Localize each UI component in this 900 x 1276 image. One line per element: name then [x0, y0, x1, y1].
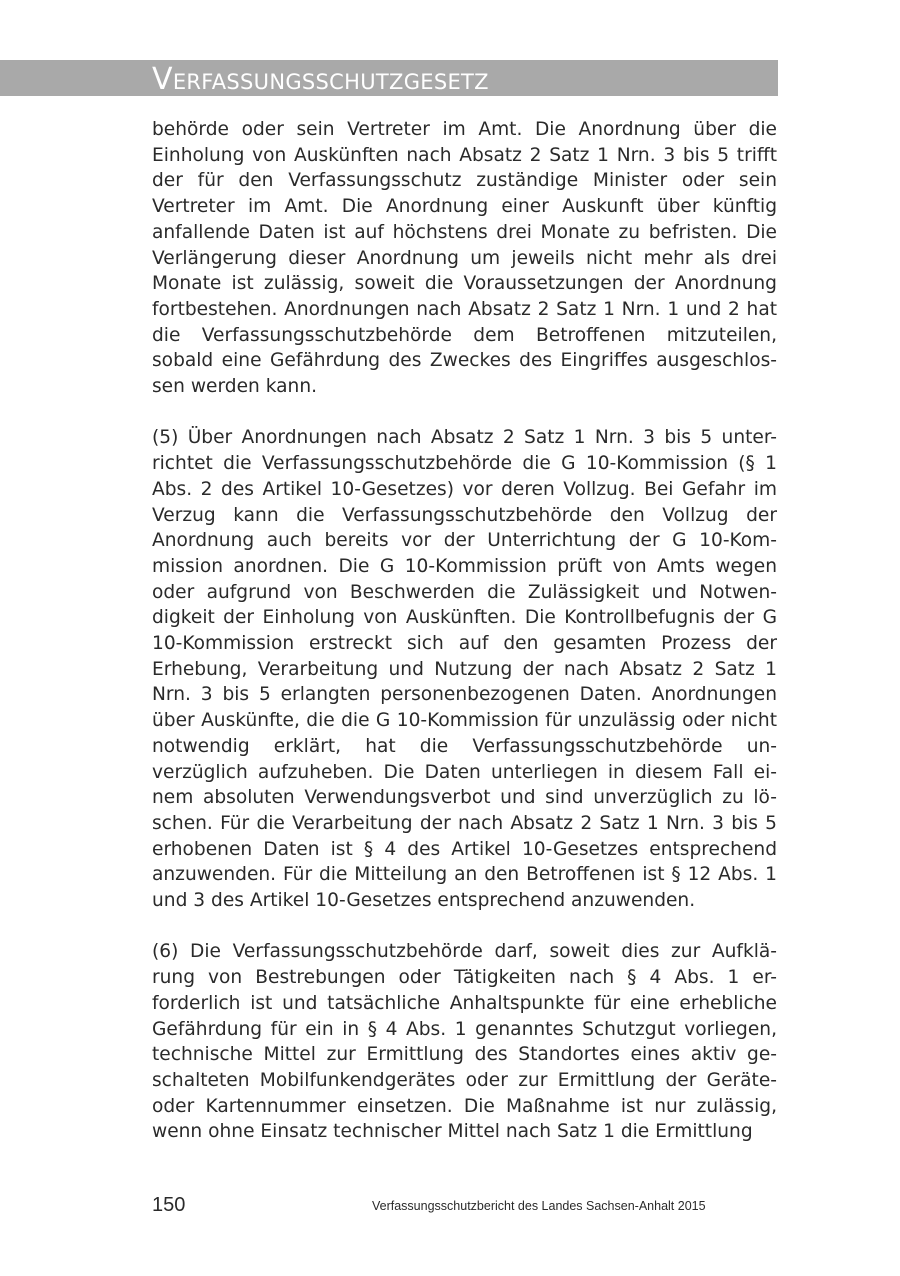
paragraph-continuation: behörde oder sein Vertreter im Amt. Die Anordnung über die Einholung von Auskünften nach Absatz 2 Satz 1 Nrn. 3 bis 5 trifft der für den Verfassungsschutz zuständige Minister oder sein Vertreter im Amt. Die Anordnung einer Auskunft über künftig anfallende Daten ist auf höchstens drei Monate zu befristen. Die Verlängerung dieser Anordnung um jeweils nicht mehr als drei Monate ist zulässig, soweit die Voraussetzungen der Anordnung fortbestehen. Anordnungen nach Absatz 2 Satz 1 Nrn. 1 und 2 hat die Verfassungsschutzbehörde dem Betroffenen mitzuteilen, sobald eine Gefährdung des Zweckes des Eingriffes ausgeschlos-sen werden kann.: [152, 119, 777, 398]
footer-publication: Verfassungsschutzbericht des Landes Sachsen-Anhalt 2015: [372, 1199, 706, 1213]
page-title: Verfassungsschutzgesetz: [152, 62, 489, 97]
paragraph-6: (6) Die Verfassungsschutzbehörde darf, soweit dies zur Aufklä-rung von Bestrebungen oder Tätigkeiten nach § 4 Abs. 1 er-forderlich ist und tatsächliche Anhaltspunkte für eine erhebliche Gefährdung für ein in § 4 Abs. 1 genanntes Schutzgut vorliegen, technische Mittel zur Ermittlung des Standortes eines aktiv ge-schalteten Mobilfunkendgerätes oder zur Ermittlung der Geräte- oder Kartennummer einsetzen. Die Maßnahme ist nur zulässig, wenn ohne Einsatz technischer Mittel nach Satz 1 die Ermittlung: [152, 941, 777, 1143]
paragraph-5: (5) Über Anordnungen nach Absatz 2 Satz 1 Nrn. 3 bis 5 unter-richtet die Verfassungsschutzbehörde die G 10-Kommission (§ 1 Abs. 2 des Artikel 10-Gesetzes) vor deren Vollzug. Bei Gefahr im Verzug kann die Verfassungsschutzbehörde den Vollzug der Anordnung auch bereits vor der Unterrichtung der G 10-Kom-mission anordnen. Die G 10-Kommission prüft von Amts wegen oder aufgrund von Beschwerden die Zulässigkeit und Notwen-digkeit der Einholung von Auskünften. Die Kontrollbefugnis der G 10-Kommission erstreckt sich auf den gesamten Prozess der Erhebung, Verarbeitung und Nutzung der nach Absatz 2 Satz 1 Nrn. 3 bis 5 erlangten personenbezogenen Daten. Anordnungen über Auskünfte, die die G 10-Kommission für unzulässig oder nicht notwendig erklärt, hat die Verfassungsschutzbehörde un-verzüglich aufzuheben. Die Daten unterliegen in diesem Fall ei-nem absoluten Verwendungsverbot und sind unverzüglich zu lö-schen. Für die Verarbeitung der nach Absatz 2 Satz 1 Nrn. 3 bis 5 erhobenen Daten ist § 4 des Artikel 10-Gesetzes entsprechend anzuwenden. Für die Mitteilung an den Betroffenen ist § 12 Abs. 1 und 3 des Artikel 10-Gesetzes entsprechend anzuwenden.: [152, 427, 777, 912]
body-text: [152, 117, 777, 1145]
page-number: 150: [152, 1194, 186, 1216]
